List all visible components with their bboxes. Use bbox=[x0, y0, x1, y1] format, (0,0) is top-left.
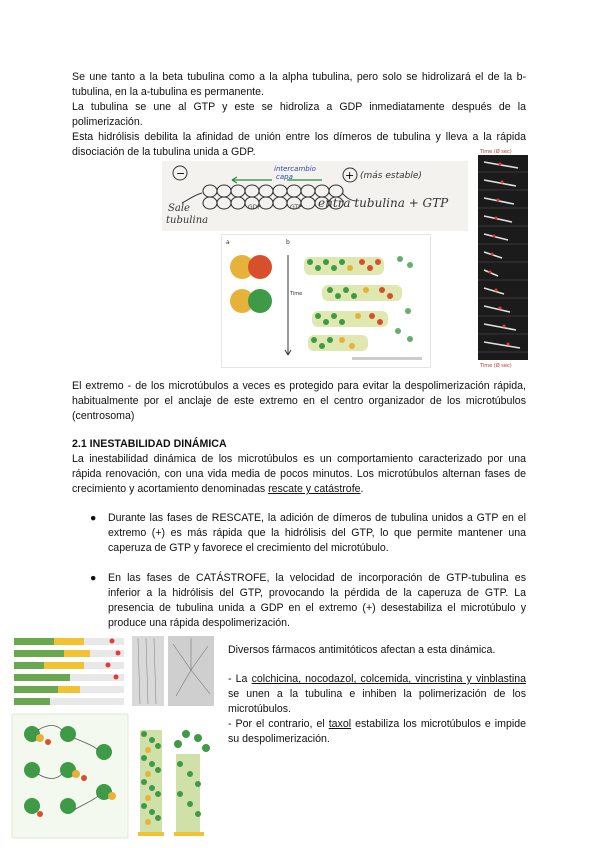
drugs-inhibitors-text: se unen a la tubulina e inhiben la polimerización de los microtúbulos. bbox=[228, 688, 526, 715]
microtubule-diagram-drawing bbox=[222, 235, 430, 367]
drugs-inhibitors bbox=[228, 672, 526, 717]
microtubule-diagram bbox=[221, 234, 431, 368]
drugs-taxol-post: estabiliza los microtúbulos e impide su despolimerización. bbox=[228, 718, 526, 745]
bullet-catastrofe: En las fases de CATÁSTROFE, la velocidad de incorporación de GTP-tubulina es inferior a la hidrólisis del GTP, provocando la pérdida de la caperuza de GTP. La presencia de tubulina unida a GDP en el extremo (+) desestabiliza el microtúbulo y produce una rápida despolimerización. bbox=[108, 572, 526, 629]
intro-paragraph-2: La tubulina se une al GTP y este se hidroliza a GDP inmediatamente después de la polimerización. bbox=[72, 101, 526, 128]
drugs-taxol bbox=[228, 717, 526, 747]
drug-effects-figure bbox=[8, 634, 218, 840]
diagram-time-label: Time bbox=[290, 291, 303, 297]
kymograph-bottom-label: Time (Ø sec) bbox=[480, 363, 512, 369]
sketch-gdp-label: GDP bbox=[248, 204, 261, 211]
extremo-paragraph: El extremo - de los microtúbulos a veces es protegido para evitar la despolimerización rápida, habitualmente por el anclaje de este extremo en el centro organizador de los microtúbulos (centrosoma) bbox=[72, 380, 526, 422]
bullet-dot-1: ● bbox=[90, 512, 97, 524]
section-body-end: . bbox=[360, 483, 364, 495]
section-body bbox=[72, 452, 526, 497]
rescate-catastrofe-link: rescate y catástrofe bbox=[268, 483, 361, 495]
drug-list: colchicina, nocodazol, colcemida, vincristina y vinblastina bbox=[251, 673, 526, 685]
bullet-dot-2: ● bbox=[90, 572, 97, 584]
section-body-text: La inestabilidad dinámica de los microtúbulos es un comportamiento caracterizado por una rápida renovación, con una vida media de pocos minutos. Los microtúbulos alternan fases de crecimiento y acortamiento denominadas bbox=[72, 453, 526, 495]
section-heading: 2.1 INESTABILIDAD DINÁMICA bbox=[72, 438, 227, 450]
kymograph-top-label: Time (Ø sec) bbox=[480, 149, 512, 155]
tubulin-sketch-figure bbox=[162, 161, 468, 231]
drugs-intro: Diversos fármacos antimitóticos afectan a esta dinámica. bbox=[228, 644, 496, 656]
sketch-gtp-label: GTP bbox=[290, 204, 302, 211]
kymograph-strip bbox=[478, 146, 528, 370]
sketch-right-label: entra tubulina + GTP bbox=[318, 196, 449, 210]
sketch-plus-sign: + bbox=[345, 169, 355, 182]
diagram-label-a: a bbox=[226, 239, 230, 246]
sketch-sale-label: Sale bbox=[168, 203, 190, 214]
bullet-rescate: Durante las fases de RESCATE, la adición de dímeros de tubulina unidos a GTP en el extremo (+) es más rápida que la hidrólisis del GTP, lo que permite mantener una caperuza de GTP y favorece el crecimiento del microtúbulo. bbox=[108, 512, 526, 554]
drugs-dash: - La bbox=[228, 673, 252, 685]
intro-paragraph-1: Se une tanto a la beta tubulina como a la alpha tubulina, pero solo se hidrolizará el de la b-tubulina, en la a-tubulina es permanente. bbox=[72, 71, 526, 98]
drug-effects-drawing bbox=[8, 634, 218, 840]
kymograph-drawing bbox=[478, 146, 528, 370]
drugs-taxol-pre: - Por el contrario, el bbox=[228, 718, 329, 730]
sketch-more-stable-label: (más estable) bbox=[360, 171, 422, 181]
sketch-tubulina-label: tubulina bbox=[166, 215, 209, 226]
sketch-capa-label: capa bbox=[276, 173, 293, 181]
tubulin-sketch-drawing bbox=[162, 161, 468, 231]
sketch-minus-sign: − bbox=[176, 167, 186, 180]
taxol-word: taxol bbox=[328, 718, 352, 730]
intro-paragraph-3: Esta hidrólisis debilita la afinidad de unión entre los dímeros de tubulina y lleva a la rápida disociación de la tubulina unida a GDP. bbox=[72, 131, 526, 158]
diagram-label-b: b bbox=[286, 239, 290, 246]
sketch-exchange-label: intercambio bbox=[274, 165, 316, 173]
